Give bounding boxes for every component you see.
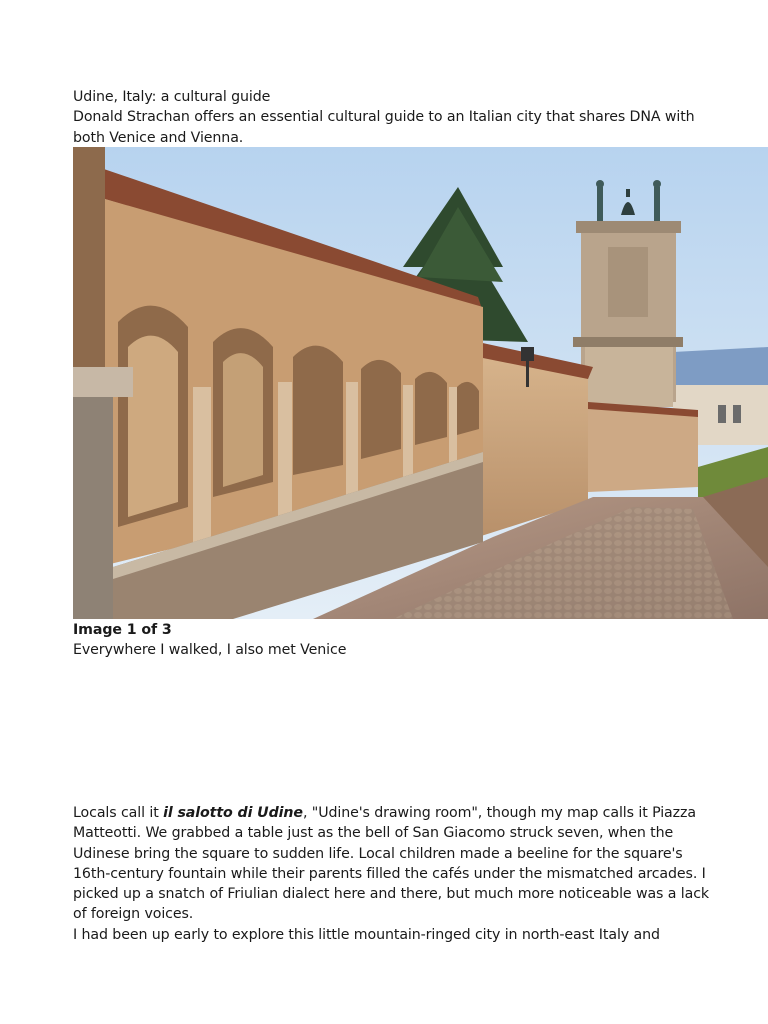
far-arcade <box>588 402 698 492</box>
article-header <box>73 87 713 148</box>
paragraph-1-lead: Locals call it <box>73 805 164 821</box>
image-caption <box>73 620 713 661</box>
paragraph-2: I had been up early to explore this little mountain-ringed city in north-east Italy and <box>73 926 660 943</box>
article-body <box>73 803 713 945</box>
article-standfirst: Donald Strachan offers an essential cultural guide to an Italian city that shares DNA with both Venice and Vienna. <box>73 109 695 146</box>
article-photo[interactable] <box>73 147 768 619</box>
article-title: Udine, Italy: a cultural guide <box>73 89 271 105</box>
paragraph-1 <box>73 803 713 925</box>
image-counter: Image 1 of 3 <box>73 622 172 638</box>
paragraph-1-emphasis: il salotto di Udine <box>163 805 303 821</box>
image-caption-text: Everywhere I walked, I also met Venice <box>73 642 347 659</box>
udine-arcade-photo <box>73 147 768 619</box>
paragraph-1-rest: , "Udine's drawing room", though my map calls it Piazza Matteotti. We grabbed a table just as the bell of San Giacomo struck seven, when the Udinese bring the square to sudden life. Local children made a beeline for the square's 16th-century fountain while their parents filled the cafés under the mismatched arcades. I picked up a snatch of Friulian dialect here and there, but much more noticeable was a lack of foreign voices. <box>73 805 710 923</box>
